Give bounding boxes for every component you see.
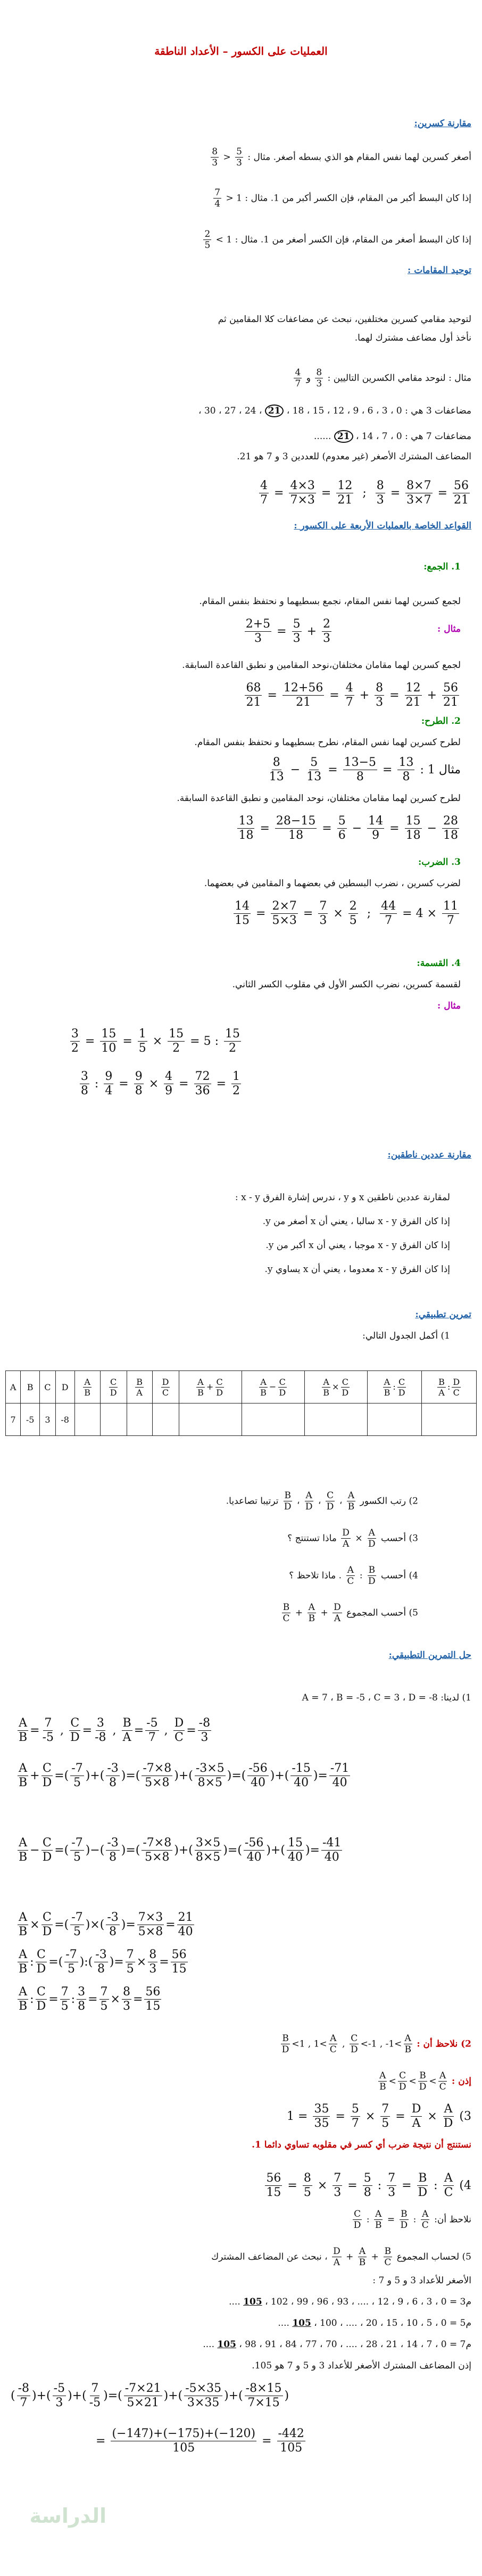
- table-cell[interactable]: [304, 1403, 367, 1436]
- solution-note: 2) نلاحظ أن : $\frac{B}{D}$ <1 , 1< $\frac{A}{C}$ , $\frac{C}{D}$ <-1 , -1< $\frac{A}{B}$: [281, 2033, 471, 2055]
- m3-text: م3 = 0 ، 3 ، 6 ، 9 ، 12 ، .... ، 93 ، 96 ، 99 ، 102 ،: [265, 2297, 471, 2307]
- compare-rule-3: إذا كان البسط أصغر من المقام، فإن الكسر أصغر من 1. مثال : 1 > $\frac{2}{5}$: [204, 229, 471, 251]
- table-header-cell: B: [21, 1371, 40, 1403]
- table-header-cell: $\frac{A}{B}$: [74, 1371, 100, 1403]
- sub-rule-1: لطرح كسرين لهما نفس المقام، نطرح بسطيهما و نحتفظ بنفس المقام.: [194, 737, 461, 748]
- watermark-logo: [16, 2504, 106, 2541]
- unify-example: مثال : لنوحد مقامي الكسرين التاليين : $\frac{8}{3}$ و $\frac{4}{7}$: [295, 367, 471, 390]
- section-unify-heading: توحيد المقامات :: [408, 265, 471, 276]
- rules-heading: القواعد الخاصة بالعمليات الأربعة على الكسور :: [294, 521, 471, 531]
- unify-p2: نأخذ أول مضاعف مشترك لهما.: [354, 333, 471, 343]
- rational-l1: لمقارنة عددين ناطقين x و y ، ندرس إشارة الفرق x - y :: [235, 1192, 450, 1203]
- highlight-105-b: 105: [292, 2318, 311, 2329]
- multiples-3-text-b: ، 24 ، 27 ، 30 ،: [198, 406, 262, 416]
- note-label: 2) نلاحظ أن :: [417, 2038, 471, 2050]
- solution-quotient-2: $\frac{A}{B}$ : $\frac{C}{D}$ = $\frac{7}{5}$ : $\frac{3}{8}$ = $\frac{7}{5}$ × $\frac{8}{3}$ = $\frac{56}{15}$: [19, 1985, 161, 2013]
- div-rule-1: لقسمة كسرين، نضرب الكسر الأول في مقلوب الكسر الثاني.: [232, 979, 461, 990]
- div-heading: 4. القسمة:: [417, 958, 461, 969]
- table-cell[interactable]: 3: [40, 1403, 56, 1436]
- solution-notice: نلاحظ أن: $\frac{C}{D}$ : $\frac{A}{B}$ = $\frac{B}{D}$ : $\frac{A}{C}$: [353, 2209, 471, 2231]
- add-example-2: $\frac{68}{21}$ = $\frac{12+56}{21}$ = $\frac{4}{7}$ + $\frac{8}{3}$ = $\frac{12}{21}$ + $\frac{56}{21}$: [246, 681, 458, 709]
- exercise-q3: 3) أحسب $\frac{A}{D}$ × $\frac{D}{A}$ ماذا تستنتج ؟: [287, 1528, 418, 1550]
- unify-example-text: مثال : لنوحد مقامي الكسرين التاليين :: [327, 373, 471, 384]
- table-cell[interactable]: [367, 1403, 422, 1436]
- table-header-cell: A: [6, 1371, 21, 1403]
- table-cell[interactable]: [74, 1403, 100, 1436]
- compare-rule-1: أصغر كسرين لهما نفس المقام هو الذي بسطه أصغر. مثال : $\frac{5}{3}$ < $\frac{8}{3}$: [212, 146, 471, 169]
- table-cell[interactable]: [127, 1403, 152, 1436]
- table-header-cell: $\frac{A}{B}$ : $\frac{C}{D}$: [367, 1371, 422, 1403]
- page-title: العمليات على الكسور – الأعداد الناطقة: [154, 45, 328, 57]
- sub-rule-2: لطرح كسرين لهما مقامان مختلفان، نوحد المقامين و نطبق القاعدة السابقة.: [177, 793, 461, 804]
- rational-l3: إذا كان الفرق x - y موجبا ، يعني أن x أكبر من y.: [265, 1240, 450, 1251]
- table-cell[interactable]: [152, 1403, 179, 1436]
- table-header-row: [6, 1371, 477, 1403]
- notice-label: نلاحظ أن:: [434, 2214, 471, 2225]
- exercise-q5: 5) أحسب المجموع $\frac{D}{A}$ + $\frac{A}{B}$ + $\frac{B}{C}$: [282, 1602, 418, 1624]
- m5-text: م5 = 0 ، 5 ، 10 ، 15 ، 20 ، .... ، 100 ،: [314, 2318, 471, 2329]
- add-rule-2: لجمع كسرين لهما مقامان مختلفان،نوحد المقامين و نطبق القاعدة السابقة.: [182, 660, 461, 671]
- div-example-2: $\frac{3}{8}$ : $\frac{9}{4}$ = $\frac{9}{8}$ × $\frac{4}{9}$ = $\frac{72}{36}$ = $\frac{1}{2}$: [80, 1070, 240, 1098]
- solution-product: $\frac{A}{B}$ × $\frac{C}{D}$ =( $\frac{-7}{5}$ )×( $\frac{-3}{8}$ )= $\frac{7\times 3}{5\times 8}$ = $\frac{21}{40}$: [19, 1911, 193, 1939]
- q3-text: 3) أحسب: [381, 1533, 418, 1544]
- solution-s4: $\frac{56}{15}$ = $\frac{8}{5}$ × $\frac{7}{3}$ = $\frac{5}{8}$ : $\frac{7}{3}$ = $\frac{B}{D}$ : $\frac{A}{C}$ (4: [266, 2172, 471, 2200]
- compare-rule-1-text: أصغر كسرين لهما نفس المقام هو الذي بسطه أصغر. مثال :: [247, 152, 471, 163]
- solution-m3: م3 = 0 ، 3 ، 6 ، 9 ، 12 ، .... ، 93 ، 96 ، 99 ، 102 ، 105 ....: [229, 2297, 471, 2307]
- unify-p1: لتوحيد مقامي كسرين مختلفين، نبحث عن مضاعفات كلا المقامين ثم: [218, 314, 471, 325]
- add-example-1: $\frac{2+5}{3}$ = $\frac{5}{3}$ + $\frac{2}{3}$: [245, 617, 330, 646]
- rational-heading: مقارنة عددين ناطقين:: [387, 1150, 471, 1160]
- q3-text-b: ماذا تستنتج ؟: [287, 1533, 337, 1544]
- solution-quotient: $\frac{A}{B}$ : $\frac{C}{D}$ =( $\frac{-7}{5}$ ):( $\frac{-3}{8}$ )= $\frac{7}{5}$ × $\frac{8}{3}$ = $\frac{56}{15}$: [19, 1948, 187, 1976]
- exercise-q2: 2) رتب الكسور $\frac{A}{B}$ ، $\frac{C}{D}$ ، $\frac{A}{D}$ ، $\frac{B}{D}$ ترتيبا تصاعديا.: [226, 1490, 418, 1513]
- solution-fractions: $\frac{A}{B}$ = $\frac{7}{-5}$ , $\frac{C}{D}$ = $\frac{3}{-8}$ , $\frac{B}{A}$ = $\frac{-5}{7}$ , $\frac{D}{C}$ = $\frac{-8}{3}$: [19, 1716, 211, 1745]
- q4-text-b: . ماذا تلاحظ ؟: [289, 1570, 342, 1581]
- m7-text: م7 = 0 ، 7 ، 14 ، 21 ، 28 ، .... ، 70 ، 77 ، 84 ، 91 ، 98 ،: [239, 2339, 471, 2350]
- table-header-cell: D: [55, 1371, 74, 1403]
- table-cell[interactable]: [242, 1403, 304, 1436]
- solution-m5: م5 = 0 ، 5 ، 10 ، 15 ، 20 ، .... ، 100 ، 105 ....: [278, 2318, 471, 2329]
- rational-l2: إذا كان الفرق x - y سالبا ، يعني أن x أصغر من y.: [262, 1216, 450, 1227]
- table-header-cell: $\frac{C}{D}$: [100, 1371, 127, 1403]
- div-example-1: $\frac{3}{2}$ = $\frac{15}{10}$ = $\frac{1}{5}$ × $\frac{15}{2}$ = 5 : $\frac{15}{2}$: [71, 1027, 240, 1055]
- section-compare-heading: مقارنة كسرين:: [414, 118, 471, 129]
- table-cell[interactable]: [179, 1403, 242, 1436]
- unify-lcm: المضاعف المشترك الأصغر (غير معدوم) للعددين 3 و 7 هو 21.: [237, 451, 471, 462]
- table-cell[interactable]: [100, 1403, 127, 1436]
- q4-text: 4) أحسب: [381, 1570, 418, 1581]
- table-header-cell: $\frac{B}{A}$: [127, 1371, 152, 1403]
- unify-result: $\frac{4}{7}$ = $\frac{4\times 3}{7\times 3}$ = $\frac{12}{21}$ ; $\frac{8}{3}$ = $\frac{8\times 7}{3\times 7}$ = $\frac{56}{21}$: [260, 479, 469, 507]
- add-example-label: مثال :: [437, 624, 461, 634]
- table-header-cell: C: [40, 1371, 56, 1403]
- mul-example: $\frac{14}{15}$ = $\frac{2\times 7}{5\times 3}$ = $\frac{7}{3}$ × $\frac{2}{5}$ ; $\frac{44}{7}$ = 4 × $\frac{11}{7}$: [235, 899, 458, 928]
- solution-diff: $\frac{A}{B}$ − $\frac{C}{D}$ =( $\frac{-7}{5}$ )−( $\frac{-3}{8}$ )=( $\frac{-7\times 8}{5\times 8}$ )+( $\frac{3\times 5}{8\times 5}$ )=( $\frac{-56}{40}$ )+( $\frac{15}{40}$ )= $\frac{-41}{40}$: [19, 1836, 342, 1864]
- solution-lcm: إذن المضاعف المشترك الأصغر للأعداد 3 و 5 و 7 هو 105.: [252, 2360, 471, 2371]
- sub-example-2: $\frac{13}{18}$ = $\frac{28-15}{18}$ = $\frac{5}{6}$ − $\frac{14}{9}$ = $\frac{15}{18}$ − $\frac{28}{18}$: [238, 814, 458, 843]
- exercise-table: [5, 1370, 477, 1436]
- q5-text: 5) أحسب المجموع: [346, 1607, 418, 1619]
- q2-text: 2) رتب الكسور: [360, 1496, 418, 1507]
- table-header-cell: $\frac{D}{C}$: [152, 1371, 179, 1403]
- sub-heading: 2. الطرح:: [421, 716, 461, 726]
- highlight-105-c: 105: [217, 2339, 236, 2350]
- compare-rule-2-text: إذا كان البسط أكبر من المقام، فإن الكسر أكبر من 1. مثال :: [245, 193, 471, 204]
- mul-heading: 3. الضرب:: [418, 857, 461, 868]
- table-cell[interactable]: -5: [21, 1403, 40, 1436]
- multiples-of-7: [314, 430, 471, 443]
- table-header-cell: $\frac{A}{B}$ + $\frac{C}{D}$: [179, 1371, 242, 1403]
- table-cell[interactable]: 7: [6, 1403, 21, 1436]
- highlight-105: 105: [243, 2297, 262, 2307]
- solution-s5: 5) لحساب المجموع $\frac{D}{A}$ + $\frac{A}{B}$ + $\frac{B}{C}$ ، نبحث عن المضاعف المشترك: [211, 2246, 471, 2268]
- add-heading: 1. الجمع:: [423, 562, 461, 572]
- watermark-text: الدراسة: [29, 2504, 106, 2528]
- solution-s3: 1 = $\frac{35}{35}$ = $\frac{5}{7}$ × $\frac{7}{5}$ = $\frac{D}{A}$ × $\frac{A}{D}$ (3: [287, 2102, 471, 2131]
- multiples-of-3: [198, 404, 471, 417]
- sub-example-1: $\frac{8}{13}$ − $\frac{5}{13}$ = $\frac{13-5}{8}$ = $\frac{13}{8}$ : 1 مثال: [269, 756, 461, 784]
- s5-text-b: ، نبحث عن المضاعف المشترك: [211, 2251, 328, 2263]
- table-header-cell: $\frac{A}{B}$ − $\frac{C}{D}$: [242, 1371, 304, 1403]
- exercise-q1: 1) أكمل الجدول التالي:: [362, 1331, 450, 1341]
- circled-21: 21: [265, 404, 284, 417]
- solution-s1: 1) لدينا: A = 7 ، B = -5 ، C = 3 ، D = -8: [302, 1692, 471, 1703]
- dots: ......: [314, 431, 331, 442]
- s5-text: 5) لحساب المجموع: [396, 2251, 471, 2263]
- table-row: [6, 1403, 477, 1436]
- q2-text-b: ترتيبا تصاعديا.: [226, 1496, 279, 1507]
- solution-final-2: = $\frac{(-147)+(-175)+(-120)}{105}$ = $\frac{-442}{105}$: [96, 2427, 304, 2455]
- table-cell[interactable]: [422, 1403, 477, 1436]
- table-header-cell: $\frac{A}{B}$ × $\frac{C}{D}$: [304, 1371, 367, 1403]
- solution-then: إذن : $\frac{A}{B}$ < $\frac{C}{D}$ < $\frac{B}{D}$ < $\frac{A}{C}$: [379, 2070, 471, 2093]
- solution-final-1: ( $\frac{-8}{7}$ )+( $\frac{-5}{3}$ )+( $\frac{7}{-5}$ )=( $\frac{-7\times 21}{5\times 21}$ )+( $\frac{-5\times 35}{3\times 35}$ )+( $\frac{-8\times 15}{7\times 15}$ ): [11, 2382, 289, 2410]
- solution-sum: $\frac{A}{B}$ + $\frac{C}{D}$ =( $\frac{-7}{5}$ )+( $\frac{-3}{8}$ )=( $\frac{-7\times 8}{5\times 8}$ )+( $\frac{-3\times 5}{8\times 5}$ )=( $\frac{-56}{40}$ )+( $\frac{-15}{40}$ )= $\frac{-71}{40}$: [19, 1762, 350, 1790]
- add-rule-1: لجمع كسرين لهما نفس المقام، نجمع بسطيهما و نحتفظ بنفس المقام.: [199, 596, 461, 607]
- table-header-cell: $\frac{B}{A}$ : $\frac{D}{C}$: [422, 1371, 477, 1403]
- solution-conclusion: نستنتج أن نتيجة ضرب أي كسر في مقلوبه تساوي دائما 1.: [252, 2140, 471, 2150]
- exercise-q4: 4) أحسب $\frac{B}{D}$ : $\frac{A}{C}$ . ماذا تلاحظ ؟: [289, 1565, 418, 1587]
- compare-rule-3-text: إذا كان البسط أصغر من المقام، فإن الكسر أصغر من 1. مثال :: [235, 234, 471, 245]
- circled-21-b: 21: [334, 430, 353, 443]
- div-example-label: مثال :: [437, 1001, 461, 1011]
- rational-l4: إذا كان الفرق x - y معدوما ، يعني أن x يساوي y.: [264, 1264, 450, 1275]
- compare-rule-2: إذا كان البسط أكبر من المقام، فإن الكسر أكبر من 1. مثال : 1 < $\frac{7}{4}$: [214, 187, 471, 210]
- solution-s5c: الأصغر للأعداد 3 و 5 و 7 :: [372, 2275, 471, 2286]
- exercise-heading: تمرين تطبيقي:: [415, 1309, 471, 1320]
- solution-m7: م7 = 0 ، 7 ، 14 ، 21 ، 28 ، .... ، 70 ، 77 ، 84 ، 91 ، 98 ، 105 ....: [203, 2339, 471, 2350]
- then-label: إذن :: [452, 2076, 471, 2087]
- multiples-7-text: مضاعفات 7 هي : 0 ، 7 ، 14 ،: [355, 431, 471, 442]
- solution-heading: حل التمرين التطبيقي:: [388, 1650, 471, 1661]
- mul-rule-1: لضرب كسرين ، نضرب البسطين في بعضهما و المقامين في بعضهما.: [204, 878, 461, 889]
- table-cell[interactable]: -8: [55, 1403, 74, 1436]
- multiples-3-text: مضاعفات 3 هي : 0 ، 3 ، 6 ، 9 ، 12 ، 15 ، 18 ،: [286, 406, 471, 416]
